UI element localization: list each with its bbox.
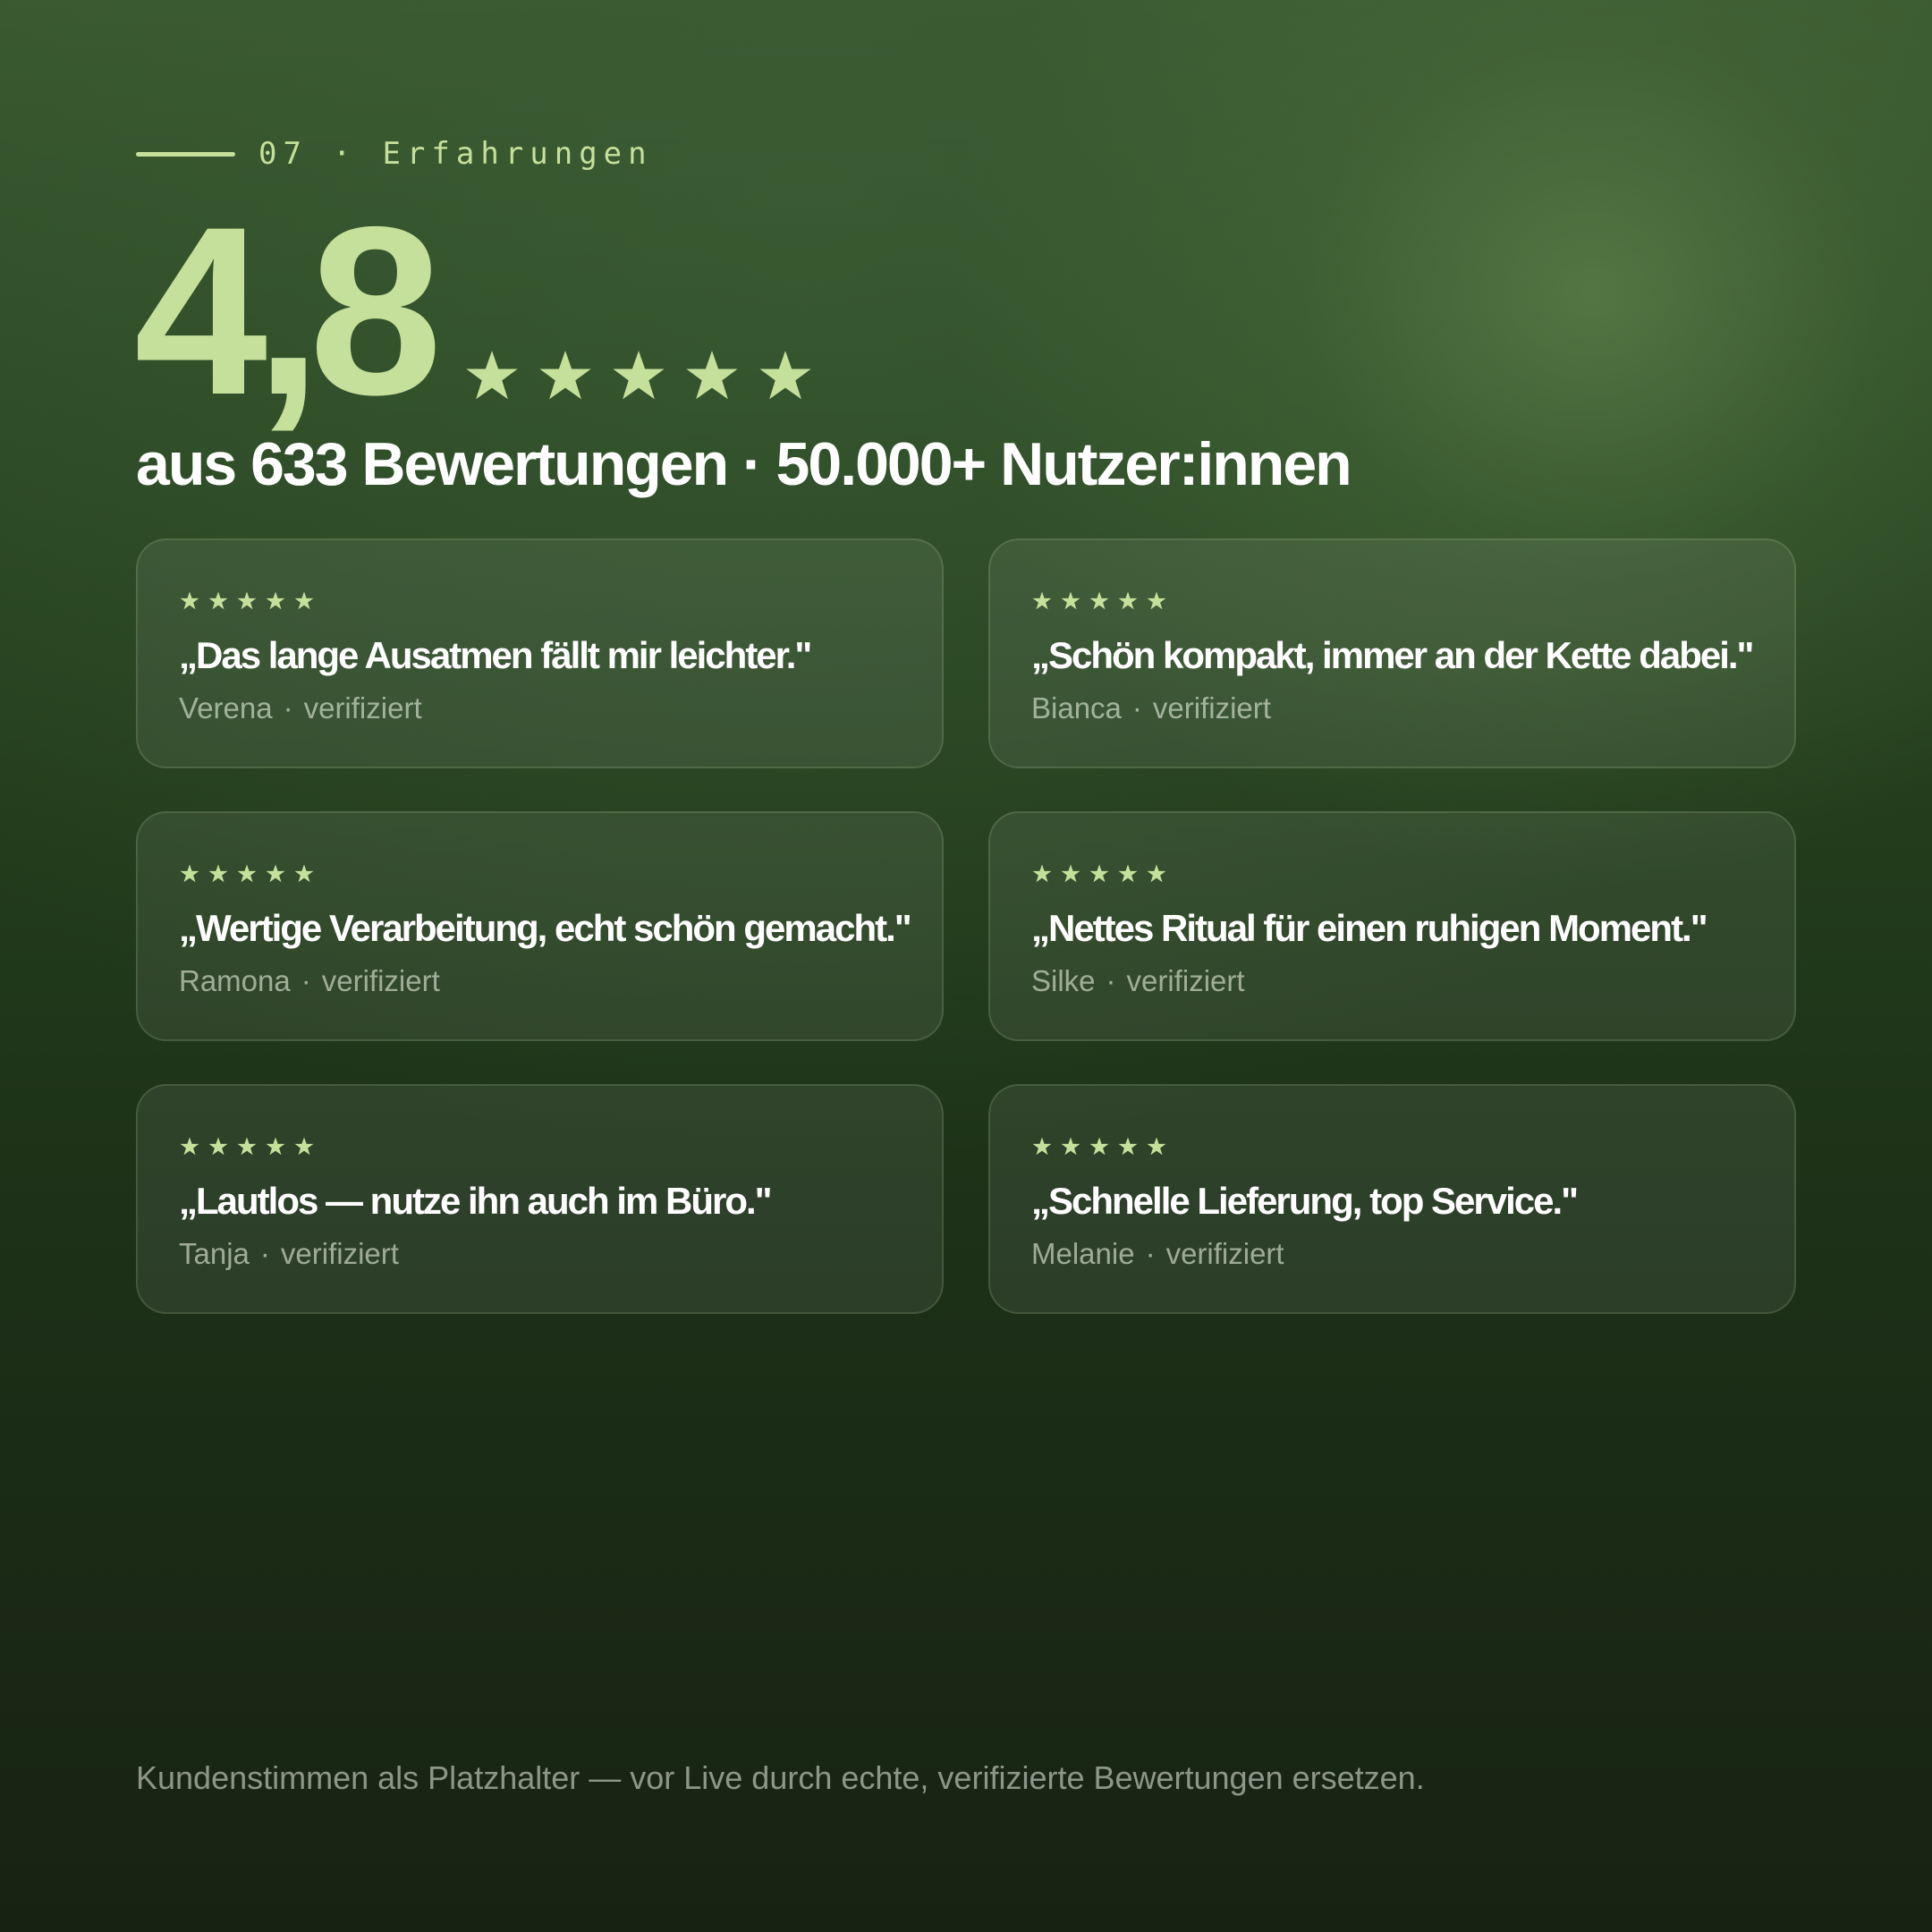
- review-author: [179, 1236, 902, 1272]
- verified-label: verifiziert: [280, 1237, 399, 1270]
- star-icon: [265, 1136, 286, 1157]
- star-icon: [1117, 1136, 1139, 1157]
- reviewer-name: Silke: [1031, 964, 1096, 997]
- review-quote: „Wertige Verarbeitung, echt schön gemacht.": [179, 907, 911, 949]
- review-stars: [1031, 861, 1755, 886]
- star-icon: [1117, 863, 1139, 885]
- eyebrow-divider-line: [136, 152, 235, 157]
- star-icon: [1146, 1136, 1167, 1157]
- review-quote: „Das lange Ausatmen fällt mir leichter.": [179, 634, 811, 676]
- review-card: [988, 811, 1796, 1041]
- star-icon: [293, 1136, 315, 1157]
- verified-label: verifiziert: [1152, 691, 1271, 724]
- rating-hero: [134, 176, 829, 445]
- review-stars: [1031, 589, 1755, 614]
- star-icon: [265, 863, 286, 885]
- reviewer-name: Ramona: [179, 964, 291, 997]
- section-number: 07: [258, 136, 308, 172]
- star-icon: [208, 590, 229, 612]
- star-icon: [682, 347, 741, 406]
- star-icon: [536, 347, 595, 406]
- verified-label: verifiziert: [1126, 964, 1245, 997]
- star-icon: [179, 590, 200, 612]
- review-author: [1031, 963, 1755, 999]
- star-icon: [609, 347, 668, 406]
- star-icon: [179, 1136, 200, 1157]
- verified-label: verifiziert: [303, 691, 422, 724]
- author-separator: ·: [301, 964, 311, 997]
- star-icon: [179, 863, 200, 885]
- author-separator: ·: [283, 691, 293, 724]
- star-icon: [208, 863, 229, 885]
- author-separator: ·: [1106, 964, 1116, 997]
- star-icon: [1060, 863, 1081, 885]
- section-separator: ·: [332, 136, 358, 172]
- star-icon: [1060, 590, 1081, 612]
- reviewer-name: Tanja: [179, 1237, 250, 1270]
- star-icon: [1089, 863, 1110, 885]
- section-label: Erfahrungen: [382, 136, 653, 172]
- reviewer-name: Melanie: [1031, 1237, 1135, 1270]
- star-icon: [1146, 590, 1167, 612]
- star-icon: [1117, 590, 1139, 612]
- star-icon: [1031, 863, 1053, 885]
- rating-summary: aus 633 Bewertungen · 50.000+ Nutzer:innen: [136, 430, 1351, 498]
- review-stars: [179, 1134, 902, 1159]
- review-card: [988, 538, 1796, 768]
- star-icon: [208, 1136, 229, 1157]
- review-stars: [179, 861, 902, 886]
- reviewer-name: Bianca: [1031, 691, 1122, 724]
- star-icon: [462, 347, 521, 406]
- star-icon: [1146, 863, 1167, 885]
- star-icon: [293, 863, 315, 885]
- star-icon: [265, 590, 286, 612]
- review-quote: „Schnelle Lieferung, top Service.": [1031, 1180, 1578, 1222]
- rating-stars: [462, 347, 829, 406]
- verified-label: verifiziert: [321, 964, 440, 997]
- review-card: [136, 811, 944, 1041]
- review-author: [179, 691, 902, 726]
- review-stars: [1031, 1134, 1755, 1159]
- review-grid: [136, 538, 1796, 1314]
- review-author: [179, 963, 902, 999]
- review-quote: „Lautlos — nutze ihn auch im Büro.": [179, 1180, 771, 1222]
- star-icon: [236, 590, 258, 612]
- rating-value: 4,8: [134, 176, 430, 445]
- author-separator: ·: [1131, 691, 1142, 724]
- section-eyebrow: [136, 132, 653, 175]
- author-separator: ·: [1145, 1237, 1156, 1270]
- review-stars: [179, 589, 902, 614]
- star-icon: [236, 863, 258, 885]
- review-card: [136, 1084, 944, 1314]
- placeholder-disclaimer: Kundenstimmen als Platzhalter — vor Live durch echte, verifizierte Bewertungen ersetzen.: [136, 1759, 1425, 1796]
- reviewer-name: Verena: [179, 691, 273, 724]
- review-quote: „Schön kompakt, immer an der Kette dabei.": [1031, 634, 1753, 676]
- star-icon: [236, 1136, 258, 1157]
- review-author: [1031, 691, 1755, 726]
- star-icon: [1089, 590, 1110, 612]
- star-icon: [1060, 1136, 1081, 1157]
- author-separator: ·: [259, 1237, 270, 1270]
- star-icon: [1031, 1136, 1053, 1157]
- star-icon: [1031, 590, 1053, 612]
- review-card: [988, 1084, 1796, 1314]
- star-icon: [293, 590, 315, 612]
- star-icon: [756, 347, 815, 406]
- review-quote: „Nettes Ritual für einen ruhigen Moment.": [1031, 907, 1707, 949]
- verified-label: verifiziert: [1165, 1237, 1284, 1270]
- review-card: [136, 538, 944, 768]
- star-icon: [1089, 1136, 1110, 1157]
- review-author: [1031, 1236, 1755, 1272]
